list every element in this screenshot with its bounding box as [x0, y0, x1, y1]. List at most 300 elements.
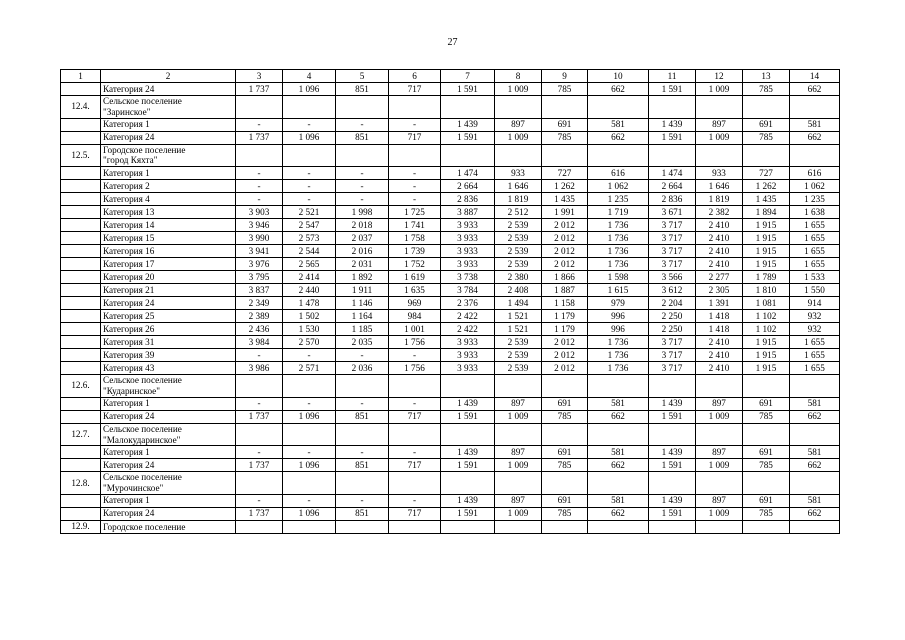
value-cell: 2 410	[696, 336, 743, 349]
value-cell: -	[389, 446, 441, 459]
value-cell: 1 533	[790, 271, 840, 284]
empty-cell	[588, 96, 649, 119]
value-cell: 691	[542, 118, 588, 131]
section-header-row	[61, 472, 840, 495]
value-cell: 3 717	[649, 349, 696, 362]
value-cell: 1 262	[743, 180, 790, 193]
value-cell: 933	[495, 167, 542, 180]
empty-cell	[283, 423, 336, 446]
value-cell: 3 738	[441, 271, 495, 284]
value-cell: 717	[389, 507, 441, 520]
value-cell: 1 391	[696, 297, 743, 310]
value-cell: -	[389, 349, 441, 362]
value-cell: 1 474	[649, 167, 696, 180]
value-cell: 1 915	[743, 336, 790, 349]
value-cell: 1 062	[790, 180, 840, 193]
column-number: 12	[696, 70, 743, 83]
table-row	[61, 446, 840, 459]
value-cell: 1 915	[743, 245, 790, 258]
value-cell: 1 009	[495, 131, 542, 144]
value-cell: 1 736	[588, 336, 649, 349]
empty-cell	[441, 423, 495, 446]
section-title-line: "Мурочинское"	[103, 483, 164, 494]
value-cell: -	[389, 494, 441, 507]
category-label: Категория 1	[101, 118, 236, 131]
empty-cell	[283, 375, 336, 398]
value-cell: -	[389, 193, 441, 206]
empty-cell	[743, 520, 790, 533]
value-cell: 1 741	[389, 219, 441, 232]
value-cell: -	[236, 349, 283, 362]
value-cell: 933	[696, 167, 743, 180]
value-cell: 3 946	[236, 219, 283, 232]
value-cell: 1 752	[389, 258, 441, 271]
row-number-cell	[61, 297, 101, 310]
value-cell: 1 598	[588, 271, 649, 284]
value-cell: 3 933	[441, 258, 495, 271]
value-cell: 691	[743, 118, 790, 131]
value-cell: 662	[790, 459, 840, 472]
category-label: Категория 1	[101, 397, 236, 410]
category-label: Категория 2	[101, 180, 236, 193]
empty-cell	[743, 144, 790, 167]
value-cell: 2 544	[283, 245, 336, 258]
category-label: Категория 20	[101, 271, 236, 284]
empty-cell	[743, 423, 790, 446]
value-cell: 897	[696, 446, 743, 459]
value-cell: 1 915	[743, 232, 790, 245]
section-title	[101, 472, 236, 495]
value-cell: 1 736	[588, 362, 649, 375]
value-cell: 1 009	[495, 507, 542, 520]
table-row	[61, 83, 840, 96]
value-cell: 1 915	[743, 219, 790, 232]
value-cell: 1 521	[495, 323, 542, 336]
value-cell: 2 539	[495, 336, 542, 349]
column-number: 6	[389, 70, 441, 83]
value-cell: -	[283, 446, 336, 459]
table-row	[61, 284, 840, 297]
value-cell: 581	[790, 494, 840, 507]
empty-cell	[542, 520, 588, 533]
value-cell: 717	[389, 459, 441, 472]
value-cell: 2 571	[283, 362, 336, 375]
value-cell: 996	[588, 323, 649, 336]
empty-cell	[389, 520, 441, 533]
empty-cell	[336, 472, 389, 495]
value-cell: 2 382	[696, 206, 743, 219]
row-number-cell	[61, 206, 101, 219]
value-cell: 1 756	[389, 362, 441, 375]
empty-cell	[649, 144, 696, 167]
section-title-line: "Малокударинское"	[103, 434, 181, 445]
section-title-line: Сельское поселение	[103, 96, 182, 106]
value-cell: 1 009	[495, 459, 542, 472]
empty-cell	[283, 144, 336, 167]
value-cell: 1 739	[389, 245, 441, 258]
row-number-cell	[61, 180, 101, 193]
value-cell: 3 784	[441, 284, 495, 297]
value-cell: 2 410	[696, 219, 743, 232]
empty-cell	[588, 520, 649, 533]
value-cell: 2 414	[283, 271, 336, 284]
value-cell: -	[336, 180, 389, 193]
value-cell: 1 502	[283, 310, 336, 323]
value-cell: 1 635	[389, 284, 441, 297]
value-cell: 2 410	[696, 362, 743, 375]
header-row	[61, 70, 840, 83]
value-cell: -	[389, 180, 441, 193]
value-cell: 1 009	[495, 83, 542, 96]
table-row	[61, 118, 840, 131]
value-cell: 897	[495, 494, 542, 507]
value-cell: 3 984	[236, 336, 283, 349]
value-cell: -	[283, 193, 336, 206]
category-label: Категория 24	[101, 507, 236, 520]
row-number-cell	[61, 507, 101, 520]
value-cell: 785	[743, 410, 790, 423]
value-cell: 1 102	[743, 323, 790, 336]
empty-cell	[696, 96, 743, 119]
row-number-cell	[61, 459, 101, 472]
value-cell: 581	[790, 118, 840, 131]
value-cell: 581	[588, 446, 649, 459]
value-cell: 897	[495, 397, 542, 410]
table-row	[61, 349, 840, 362]
value-cell: 1 991	[542, 206, 588, 219]
value-cell: 1 062	[588, 180, 649, 193]
value-cell: 3 933	[441, 349, 495, 362]
value-cell: 691	[743, 494, 790, 507]
value-cell: 3 717	[649, 219, 696, 232]
value-cell: 2 836	[441, 193, 495, 206]
value-cell: 662	[588, 459, 649, 472]
empty-cell	[790, 96, 840, 119]
empty-cell	[542, 375, 588, 398]
section-header-row	[61, 96, 840, 119]
value-cell: 932	[790, 310, 840, 323]
value-cell: 1 418	[696, 310, 743, 323]
value-cell: 1 789	[743, 271, 790, 284]
value-cell: 984	[389, 310, 441, 323]
column-number: 2	[101, 70, 236, 83]
empty-cell	[495, 423, 542, 446]
value-cell: -	[336, 349, 389, 362]
value-cell: 1 591	[441, 459, 495, 472]
empty-cell	[283, 96, 336, 119]
empty-cell	[588, 144, 649, 167]
value-cell: 691	[542, 446, 588, 459]
value-cell: 1 001	[389, 323, 441, 336]
column-number: 11	[649, 70, 696, 83]
empty-cell	[790, 520, 840, 533]
value-cell: 785	[542, 507, 588, 520]
column-number: 8	[495, 70, 542, 83]
value-cell: 1 810	[743, 284, 790, 297]
section-number: 12.6.	[61, 375, 101, 398]
value-cell: 2 012	[542, 232, 588, 245]
value-cell: 1 435	[542, 193, 588, 206]
table-row	[61, 397, 840, 410]
value-cell: 1 009	[696, 507, 743, 520]
value-cell: 2 410	[696, 258, 743, 271]
column-number: 9	[542, 70, 588, 83]
value-cell: 1 164	[336, 310, 389, 323]
category-label: Категория 39	[101, 349, 236, 362]
section-title-line: "Кударинское"	[103, 385, 160, 396]
value-cell: 691	[743, 446, 790, 459]
category-label: Категория 24	[101, 131, 236, 144]
value-cell: 914	[790, 297, 840, 310]
value-cell: 2 565	[283, 258, 336, 271]
empty-cell	[495, 375, 542, 398]
value-cell: 1 591	[649, 410, 696, 423]
value-cell: 581	[790, 446, 840, 459]
value-cell: 2 436	[236, 323, 283, 336]
value-cell: 1 009	[696, 83, 743, 96]
value-cell: 1 439	[441, 494, 495, 507]
value-cell: 2 539	[495, 245, 542, 258]
value-cell: 1 591	[441, 131, 495, 144]
value-cell: 1 758	[389, 232, 441, 245]
value-cell: 897	[696, 397, 743, 410]
value-cell: 2 512	[495, 206, 542, 219]
category-label: Категория 1	[101, 446, 236, 459]
empty-cell	[389, 375, 441, 398]
value-cell: -	[236, 397, 283, 410]
column-number: 5	[336, 70, 389, 83]
empty-cell	[743, 472, 790, 495]
empty-cell	[790, 375, 840, 398]
value-cell: 979	[588, 297, 649, 310]
value-cell: 1 591	[441, 83, 495, 96]
value-cell: 662	[790, 507, 840, 520]
empty-cell	[649, 423, 696, 446]
value-cell: 616	[790, 167, 840, 180]
value-cell: 1 439	[649, 494, 696, 507]
table-row	[61, 219, 840, 232]
table-row	[61, 459, 840, 472]
empty-cell	[236, 472, 283, 495]
value-cell: 2 376	[441, 297, 495, 310]
value-cell: 2 349	[236, 297, 283, 310]
empty-cell	[542, 96, 588, 119]
empty-cell	[696, 375, 743, 398]
section-title	[101, 423, 236, 446]
empty-cell	[649, 472, 696, 495]
value-cell: 3 717	[649, 232, 696, 245]
value-cell: 1 439	[441, 397, 495, 410]
value-cell: 2 836	[649, 193, 696, 206]
value-cell: 785	[542, 83, 588, 96]
value-cell: 3 990	[236, 232, 283, 245]
value-cell: 2 539	[495, 349, 542, 362]
value-cell: 785	[743, 459, 790, 472]
value-cell: 897	[495, 446, 542, 459]
row-number-cell	[61, 167, 101, 180]
value-cell: 2 440	[283, 284, 336, 297]
value-cell: 1 894	[743, 206, 790, 219]
value-cell: 581	[588, 118, 649, 131]
value-cell: 616	[588, 167, 649, 180]
value-cell: 717	[389, 410, 441, 423]
value-cell: 1 235	[790, 193, 840, 206]
value-cell: 1 655	[790, 245, 840, 258]
value-cell: 1 009	[696, 410, 743, 423]
value-cell: 1 591	[649, 131, 696, 144]
value-cell: 2 035	[336, 336, 389, 349]
value-cell: 1 655	[790, 362, 840, 375]
value-cell: 1 096	[283, 410, 336, 423]
row-number-cell	[61, 349, 101, 362]
value-cell: 3 612	[649, 284, 696, 297]
value-cell: 2 422	[441, 310, 495, 323]
empty-cell	[588, 423, 649, 446]
table-row	[61, 180, 840, 193]
row-number-cell	[61, 336, 101, 349]
tariff-table	[60, 69, 840, 534]
value-cell: 785	[542, 131, 588, 144]
table-row	[61, 167, 840, 180]
value-cell: 1 725	[389, 206, 441, 219]
value-cell: -	[336, 494, 389, 507]
value-cell: 1 591	[649, 459, 696, 472]
value-cell: 1 591	[649, 507, 696, 520]
row-number-cell	[61, 232, 101, 245]
row-number-cell	[61, 245, 101, 258]
value-cell: 1 736	[588, 232, 649, 245]
empty-cell	[336, 423, 389, 446]
value-cell: 1 737	[236, 131, 283, 144]
value-cell: 1 646	[696, 180, 743, 193]
section-header-row	[61, 423, 840, 446]
value-cell: 1 736	[588, 349, 649, 362]
empty-cell	[649, 96, 696, 119]
value-cell: 662	[790, 410, 840, 423]
value-cell: 1 146	[336, 297, 389, 310]
empty-cell	[790, 423, 840, 446]
column-number: 10	[588, 70, 649, 83]
value-cell: 1 439	[649, 118, 696, 131]
table-row	[61, 206, 840, 219]
value-cell: 3 933	[441, 232, 495, 245]
value-cell: 2 277	[696, 271, 743, 284]
row-number-cell	[61, 410, 101, 423]
value-cell: 851	[336, 507, 389, 520]
section-title	[101, 144, 236, 167]
value-cell: 581	[588, 397, 649, 410]
empty-cell	[495, 144, 542, 167]
empty-cell	[588, 472, 649, 495]
value-cell: -	[336, 446, 389, 459]
empty-cell	[542, 144, 588, 167]
value-cell: -	[336, 193, 389, 206]
value-cell: 996	[588, 310, 649, 323]
section-title	[101, 96, 236, 119]
category-label: Категория 24	[101, 83, 236, 96]
category-label: Категория 31	[101, 336, 236, 349]
empty-cell	[441, 520, 495, 533]
value-cell: 662	[588, 83, 649, 96]
value-cell: 2 305	[696, 284, 743, 297]
empty-cell	[588, 375, 649, 398]
value-cell: 1 262	[542, 180, 588, 193]
value-cell: 662	[790, 83, 840, 96]
value-cell: 1 439	[649, 397, 696, 410]
value-cell: 1 615	[588, 284, 649, 297]
value-cell: 2 389	[236, 310, 283, 323]
value-cell: 1 915	[743, 362, 790, 375]
table-row	[61, 131, 840, 144]
value-cell: 2 547	[283, 219, 336, 232]
column-number: 14	[790, 70, 840, 83]
value-cell: 2 570	[283, 336, 336, 349]
column-number: 4	[283, 70, 336, 83]
value-cell: 1 737	[236, 507, 283, 520]
value-cell: 1 887	[542, 284, 588, 297]
value-cell: 3 795	[236, 271, 283, 284]
value-cell: 3 566	[649, 271, 696, 284]
value-cell: 1 478	[283, 297, 336, 310]
value-cell: 3 933	[441, 219, 495, 232]
category-label: Категория 26	[101, 323, 236, 336]
empty-cell	[441, 144, 495, 167]
column-number: 7	[441, 70, 495, 83]
value-cell: 691	[542, 397, 588, 410]
value-cell: 897	[495, 118, 542, 131]
category-label: Категория 1	[101, 494, 236, 507]
value-cell: 897	[696, 494, 743, 507]
category-label: Категория 43	[101, 362, 236, 375]
value-cell: 1 819	[696, 193, 743, 206]
value-cell: 1 915	[743, 258, 790, 271]
value-cell: 2 408	[495, 284, 542, 297]
value-cell: 727	[542, 167, 588, 180]
value-cell: 1 655	[790, 349, 840, 362]
value-cell: 1 892	[336, 271, 389, 284]
value-cell: 1 235	[588, 193, 649, 206]
value-cell: -	[236, 180, 283, 193]
value-cell: 2 012	[542, 362, 588, 375]
value-cell: 727	[743, 167, 790, 180]
section-title	[101, 520, 236, 533]
value-cell: 2 422	[441, 323, 495, 336]
category-label: Категория 1	[101, 167, 236, 180]
value-cell: 1 646	[495, 180, 542, 193]
value-cell: 851	[336, 459, 389, 472]
value-cell: 785	[743, 131, 790, 144]
table-row	[61, 362, 840, 375]
empty-cell	[495, 96, 542, 119]
empty-cell	[790, 144, 840, 167]
value-cell: 2 539	[495, 362, 542, 375]
value-cell: 1 638	[790, 206, 840, 219]
value-cell: 932	[790, 323, 840, 336]
value-cell: 1 009	[696, 131, 743, 144]
value-cell: 851	[336, 131, 389, 144]
value-cell: 1 185	[336, 323, 389, 336]
empty-cell	[441, 375, 495, 398]
value-cell: 2 012	[542, 336, 588, 349]
column-number: 1	[61, 70, 101, 83]
section-header-row	[61, 520, 840, 533]
empty-cell	[542, 472, 588, 495]
value-cell: 1 009	[495, 410, 542, 423]
value-cell: 1 819	[495, 193, 542, 206]
category-label: Категория 17	[101, 258, 236, 271]
value-cell: 2 410	[696, 232, 743, 245]
value-cell: 1 439	[649, 446, 696, 459]
